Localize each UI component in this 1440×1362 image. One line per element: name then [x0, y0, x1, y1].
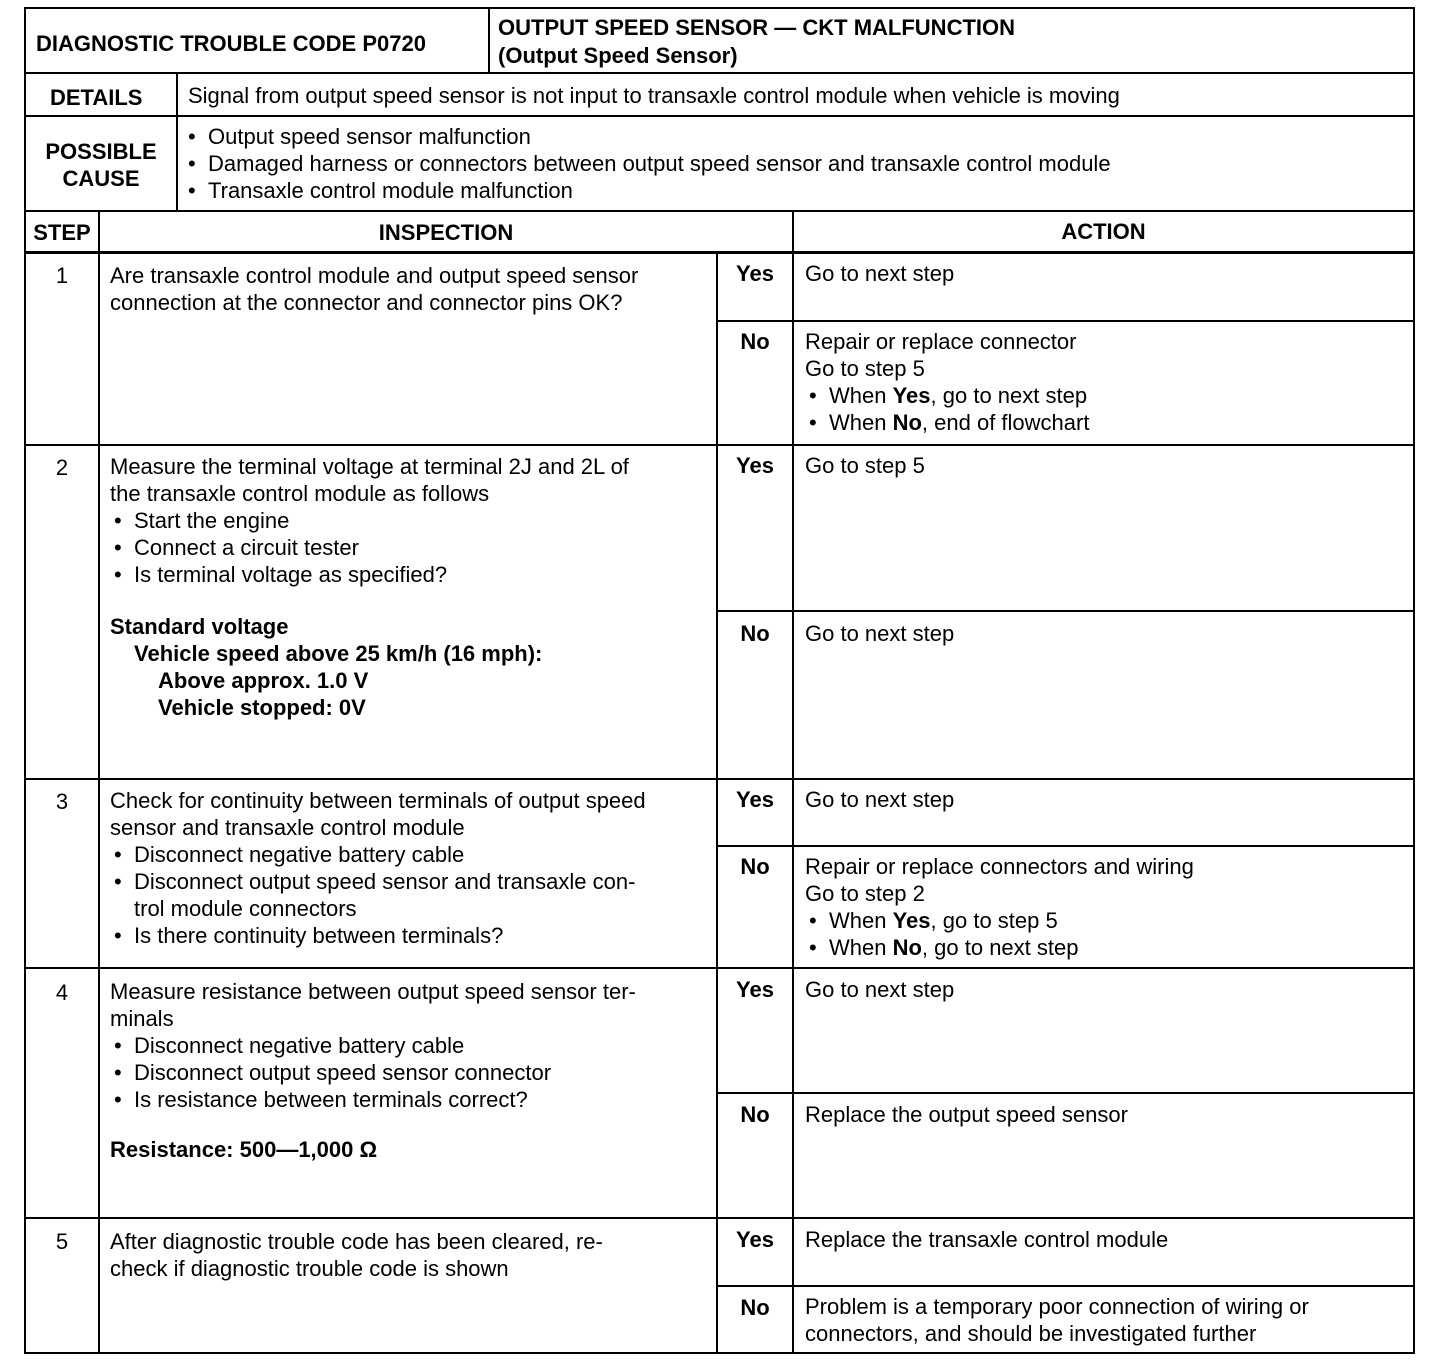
no-action: Problem is a temporary poor connection of wiring or connectors, and should be investigated further	[805, 1294, 1309, 1346]
list-item: • Disconnect negative battery cable	[110, 1032, 636, 1059]
step-number: 2	[55, 455, 69, 480]
dtc-title-line2: (Output Speed Sensor)	[498, 43, 738, 68]
no-action: Repair or replace connectors and wiring Go to step 2 • When Yes, go to step 5 • When No, go to next step	[805, 853, 1194, 961]
yes-action: Go to step 5	[805, 453, 925, 478]
list-item: • When No, go to next step	[805, 934, 1194, 961]
step-inspection: Are transaxle control module and output speed sensor connection at the connector and connector pins OK?	[110, 263, 639, 315]
yes-action: Replace the transaxle control module	[805, 1227, 1169, 1252]
spec-value: Above approx. 1.0 V	[158, 668, 369, 693]
no-label: No	[740, 621, 770, 646]
step-number: 1	[55, 263, 69, 288]
list-item: • Is resistance between terminals correct?	[110, 1086, 636, 1113]
list-item: • When No, end of flowchart	[805, 409, 1089, 436]
step-number: 4	[55, 980, 69, 1005]
no-label: No	[740, 1295, 770, 1320]
details-label: DETAILS	[50, 85, 143, 110]
list-item: • Connect a circuit tester	[110, 534, 629, 561]
list-item: • Output speed sensor malfunction	[184, 123, 1111, 150]
list-item: • Is terminal voltage as specified?	[110, 561, 629, 588]
yes-action: Go to next step	[805, 977, 955, 1002]
yes-label: Yes	[736, 787, 774, 812]
step-number: 3	[55, 789, 69, 814]
list-item: • Disconnect output speed sensor and transaxle con- trol module connectors	[110, 868, 646, 922]
yes-label: Yes	[736, 261, 774, 286]
no-label: No	[740, 854, 770, 879]
column-header-action: ACTION	[1061, 219, 1146, 244]
list-item: • When Yes, go to next step	[805, 382, 1089, 409]
dtc-title-line1: OUTPUT SPEED SENSOR — CKT MALFUNCTION	[498, 15, 1016, 40]
column-header-step: STEP	[33, 220, 91, 245]
list-item: • Is there continuity between terminals?	[110, 922, 646, 949]
yes-label: Yes	[736, 453, 774, 478]
step-inspection: Check for continuity between terminals of output speed sensor and transaxle control module • Disconnect negative battery cable • Disconnect output speed sensor and transaxle con- trol module connectors • Is there continuity between terminals?	[110, 787, 646, 949]
no-action: Replace the output speed sensor	[805, 1102, 1128, 1127]
yes-label: Yes	[736, 1227, 774, 1252]
step-inspection: After diagnostic trouble code has been cleared, re- check if diagnostic trouble code is shown	[110, 1229, 603, 1281]
no-label: No	[740, 329, 770, 354]
no-label: No	[740, 1102, 770, 1127]
dtc-code-label: DIAGNOSTIC TROUBLE CODE P0720	[36, 31, 426, 56]
spec-value: Vehicle stopped: 0V	[158, 695, 366, 720]
spec-subtitle: Vehicle speed above 25 km/h (16 mph):	[134, 641, 543, 666]
list-item: • Disconnect negative battery cable	[110, 841, 646, 868]
details-text: Signal from output speed sensor is not input to transaxle control module when vehicle is moving	[188, 83, 1120, 108]
step-inspection: Measure resistance between output speed sensor ter- minals • Disconnect negative battery cable • Disconnect output speed sensor connector • Is resistance between terminals correct?	[110, 978, 636, 1113]
possible-cause-list	[184, 123, 1111, 204]
list-item: • Damaged harness or connectors between output speed sensor and transaxle control module	[184, 150, 1111, 177]
possible-cause-label: POSSIBLE CAUSE	[45, 139, 157, 191]
spec-title: Resistance: 500—1,000 Ω	[110, 1137, 378, 1162]
no-action: Repair or replace connector Go to step 5 • When Yes, go to next step • When No, end of flowchart	[805, 328, 1089, 436]
spec-title: Standard voltage	[110, 614, 289, 639]
list-item: • Disconnect output speed sensor connector	[110, 1059, 636, 1086]
list-item: • Transaxle control module malfunction	[184, 177, 1111, 204]
no-action: Go to next step	[805, 621, 955, 646]
yes-label: Yes	[736, 977, 774, 1002]
step-inspection: Measure the terminal voltage at terminal 2J and 2L of the transaxle control module as follows • Start the engine • Connect a circuit tester • Is terminal voltage as specified?	[110, 453, 629, 588]
yes-action: Go to next step	[805, 261, 955, 286]
list-item: • When Yes, go to step 5	[805, 907, 1194, 934]
list-item: • Start the engine	[110, 507, 629, 534]
column-header-inspection: INSPECTION	[378, 220, 514, 245]
yes-action: Go to next step	[805, 787, 955, 812]
step-number: 5	[55, 1229, 69, 1254]
